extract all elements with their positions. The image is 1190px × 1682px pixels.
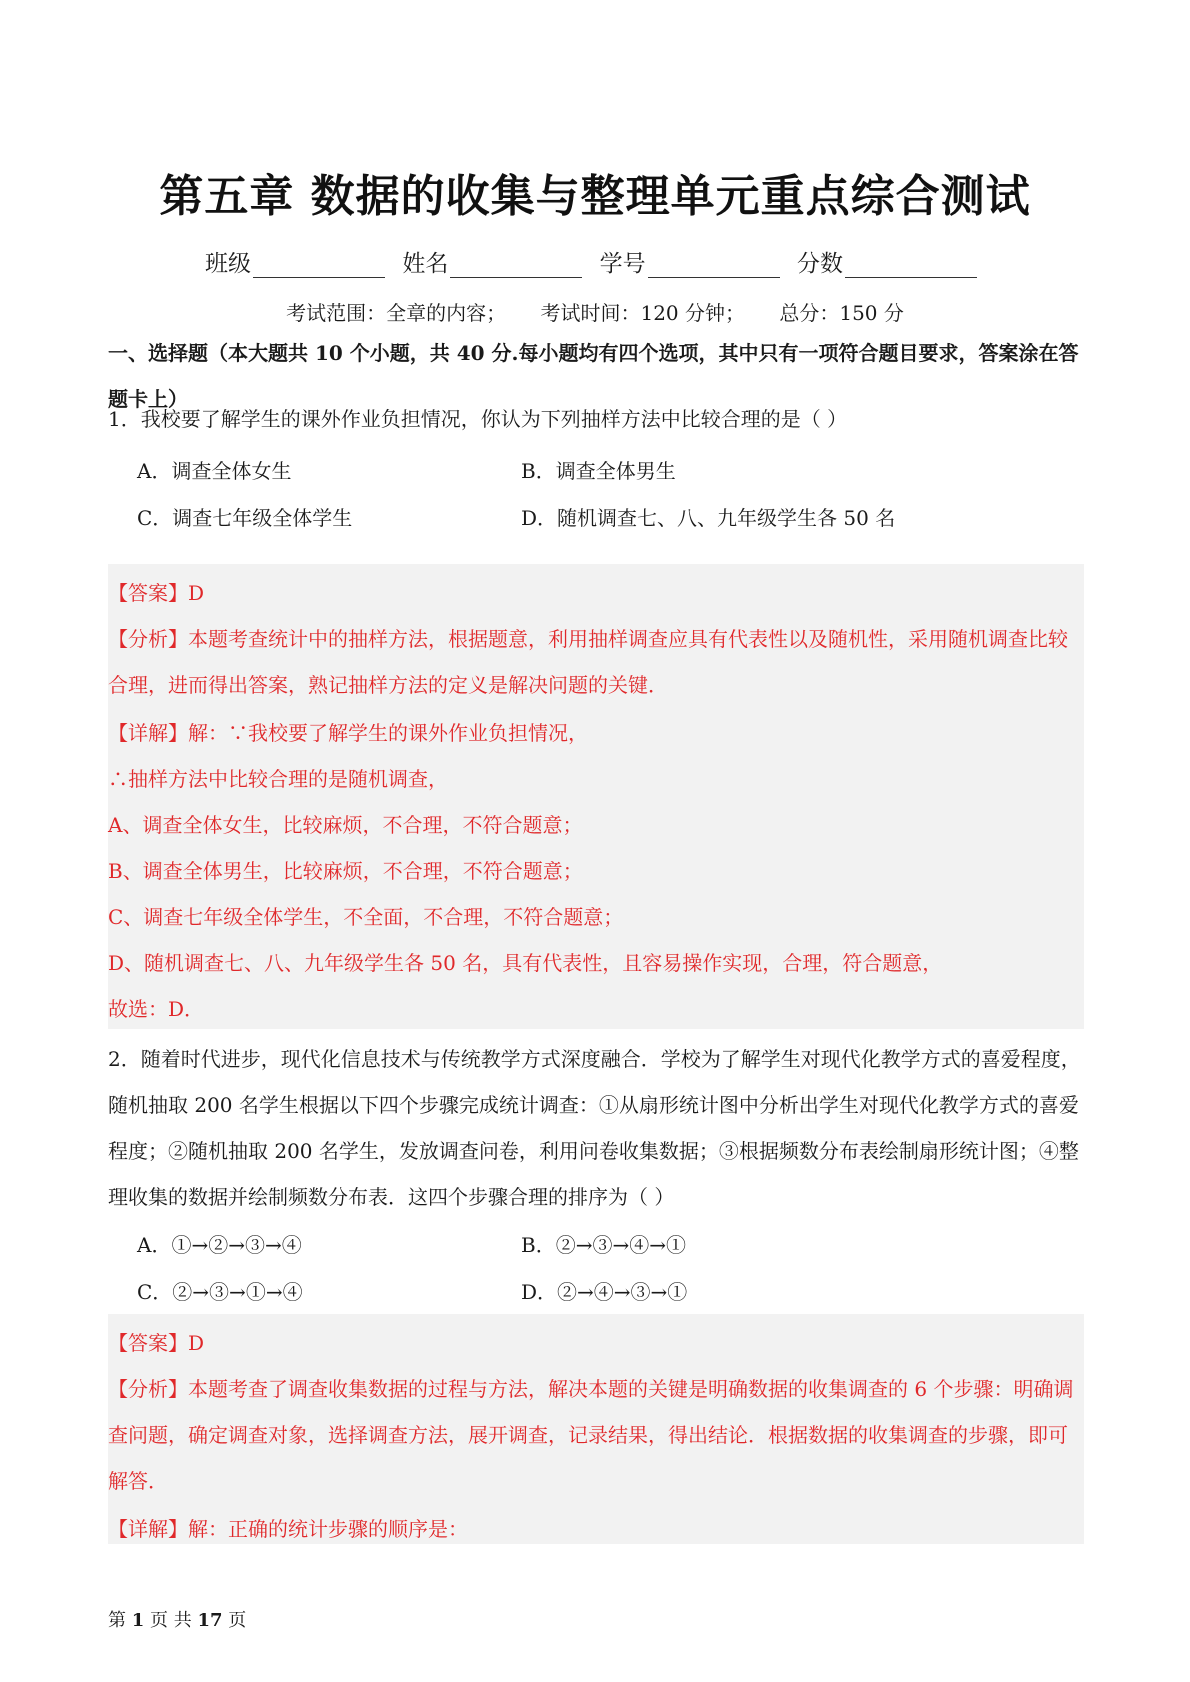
q1-option-b[interactable]: B．调查全体男生 xyxy=(521,459,676,483)
q2-answer: 【答案】D xyxy=(108,1331,205,1355)
q2-analysis: 【分析】本题考查了调查收集数据的过程与方法，解决本题的关键是明确数据的收集调查的 6 个步骤：明确调查问题，确定调查对象，选择调查方法，展开调查，记录结果，得出结论．根据数据的收集调查的步骤，即可解答． xyxy=(108,1377,1074,1493)
field-class[interactable]: 班级 xyxy=(205,245,385,278)
q1-detail-line: A、调查全体女生，比较麻烦，不合理，不符合题意； xyxy=(108,813,583,837)
field-student-id[interactable]: 学号 xyxy=(600,245,780,278)
student-info-fields xyxy=(205,245,1005,278)
q2-option-a[interactable]: A．①→②→③→④ xyxy=(137,1233,302,1257)
field-name[interactable]: 姓名 xyxy=(402,245,582,278)
q1-analysis: 【分析】本题考查统计中的抽样方法，根据题意，利用抽样调查应具有代表性以及随机性，采用随机调查比较合理，进而得出答案，熟记抽样方法的定义是解决问题的关键． xyxy=(108,627,1068,697)
q1-option-c[interactable]: C．调查七年级全体学生 xyxy=(137,506,353,530)
question-1-stem: 1．我校要了解学生的课外作业负担情况，你认为下列抽样方法中比较合理的是（ ） xyxy=(108,407,848,431)
section-heading: 一、选择题（本大题共 10 个小题，共 40 分.每小题均有四个选项，其中只有一项符合题目要求，答案涂在答题卡上） xyxy=(108,341,1079,411)
page-title: 第五章 数据的收集与整理单元重点综合测试 xyxy=(159,171,1031,222)
exam-meta: 考试范围：全章的内容； 考试时间：120 分钟； 总分：150 分 xyxy=(286,301,904,325)
q2-option-d[interactable]: D．②→④→③→① xyxy=(521,1280,688,1304)
q1-detail-line: C、调查七年级全体学生，不全面，不合理，不符合题意； xyxy=(108,905,624,929)
q1-detail-line: 【详解】解：∵我校要了解学生的课外作业负担情况， xyxy=(108,721,588,745)
q1-detail-line: B、调查全体男生，比较麻烦，不合理，不符合题意； xyxy=(108,859,583,883)
q2-detail: 【详解】解：正确的统计步骤的顺序是： xyxy=(108,1517,468,1541)
q2-solution-box xyxy=(108,1314,1084,1544)
q2-option-c[interactable]: C．②→③→①→④ xyxy=(137,1280,303,1304)
q2-option-b[interactable]: B．②→③→④→① xyxy=(521,1233,686,1257)
q1-detail-line: 故选：D． xyxy=(108,997,205,1021)
q1-option-a[interactable]: A．调查全体女生 xyxy=(137,459,292,483)
q1-option-d[interactable]: D．随机调查七、八、九年级学生各 50 名 xyxy=(521,506,896,530)
page-footer: 第 1 页 共 17 页 xyxy=(108,1610,247,1631)
q1-detail-line: ∴抽样方法中比较合理的是随机调查， xyxy=(108,767,448,791)
page-number: 1 xyxy=(131,1610,145,1631)
q1-detail-line: D、随机调查七、八、九年级学生各 50 名，具有代表性，且容易操作实现，合理，符合题意， xyxy=(108,951,943,975)
q1-answer: 【答案】D xyxy=(108,581,205,605)
page-total: 17 xyxy=(197,1610,223,1631)
q1-solution-box xyxy=(108,564,1084,1029)
question-2-stem: 2．随着时代进步，现代化信息技术与传统教学方式深度融合．学校为了解学生对现代化教学方式的喜爱程度，随机抽取 200 名学生根据以下四个步骤完成统计调查：①从扇形统计图中分析出学生对现代化教学方式的喜爱程度；②随机抽取 200 名学生，发放调查问卷，利用问卷收集数据；③根据频数分布表绘制扇形统计图；④整理收集的数据并绘制频数分布表．这四个步骤合理的排序为（ ） xyxy=(108,1047,1081,1209)
field-score[interactable]: 分数 xyxy=(797,245,977,278)
